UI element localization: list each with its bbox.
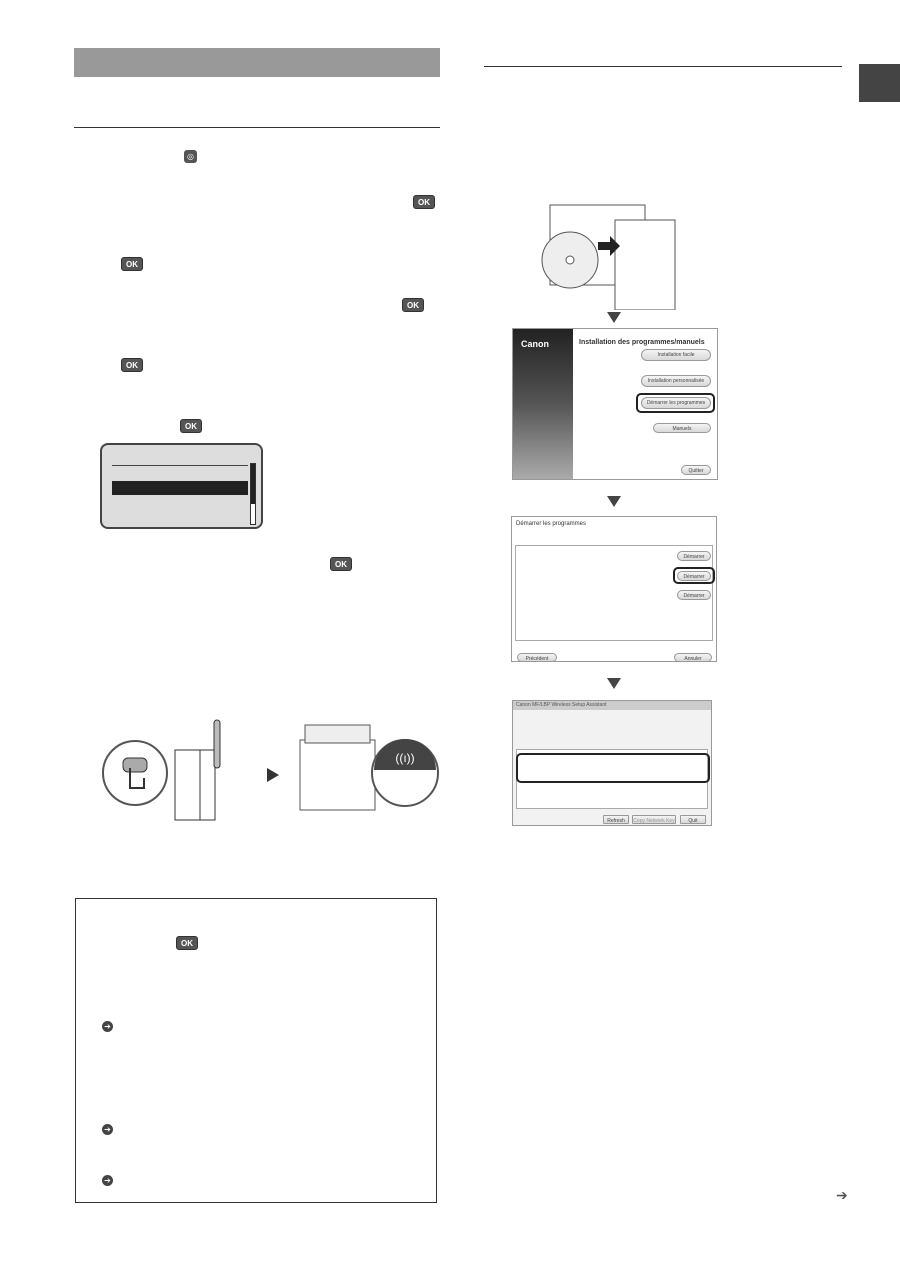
installer-title: Installation des programmes/manuels (579, 339, 705, 346)
ok-key-icon: OK (176, 936, 198, 950)
window-title: Canon MF/LBP Wireless Setup Assistant (513, 701, 711, 710)
push-button-icon (103, 741, 167, 805)
menu-key-icon: ◎ (184, 150, 197, 163)
reference-arrow-icon: ➔ (102, 1175, 113, 1186)
copy-network-key-button[interactable]: Copy Network Key (632, 815, 676, 824)
step-arrow-icon (607, 312, 621, 323)
step-arrow-icon (607, 678, 621, 689)
programs-title: Démarrer les programmes (516, 521, 587, 527)
wps-illustration (95, 710, 445, 825)
arrow-right-icon (267, 768, 279, 782)
ok-key-icon: OK (402, 298, 424, 312)
start-button[interactable]: Démarrer (677, 551, 711, 561)
cd-insert-illustration (540, 200, 690, 310)
reference-arrow-icon: ➔ (102, 1124, 113, 1135)
start-button[interactable]: Démarrer (677, 590, 711, 600)
note-box (75, 898, 437, 1203)
manuals-button[interactable]: Manuels (653, 423, 711, 433)
language-tab (859, 64, 900, 102)
canon-logo: Canon (521, 339, 549, 349)
quit-button[interactable]: Quitter (681, 465, 711, 475)
back-button[interactable]: Précédent (517, 653, 557, 662)
quit-button[interactable]: Quit (680, 815, 706, 824)
next-page-arrow-icon: ➔ (836, 1187, 848, 1203)
programs-window (511, 516, 717, 662)
wireless-setup-window (512, 700, 712, 826)
custom-install-button[interactable]: Installation personnalisée (641, 375, 711, 387)
installer-window (512, 328, 718, 480)
router-icon (175, 750, 215, 820)
reference-arrow-icon: ➔ (102, 1021, 113, 1032)
step-arrow-icon (607, 496, 621, 507)
cancel-button[interactable]: Annuler (674, 653, 712, 662)
refresh-button[interactable]: Refresh (603, 815, 629, 824)
lcd-selected-row (112, 481, 248, 495)
divider (484, 66, 842, 67)
easy-install-button[interactable]: Installation facile (641, 349, 711, 361)
ok-key-icon: OK (413, 195, 435, 209)
start-button[interactable]: Démarrer (677, 571, 711, 581)
section-header-bar (74, 48, 440, 77)
divider (74, 127, 440, 128)
ok-key-icon: OK (330, 557, 352, 571)
lcd-scrollbar (250, 463, 256, 525)
ok-key-icon: OK (121, 358, 143, 372)
ok-key-icon: OK (180, 419, 202, 433)
lcd-display (100, 443, 263, 529)
svg-text:((ı)): ((ı)) (395, 751, 415, 765)
ok-key-icon: OK (121, 257, 143, 271)
printer-icon (300, 740, 375, 810)
start-programs-button[interactable]: Démarrer les programmes (641, 397, 711, 409)
